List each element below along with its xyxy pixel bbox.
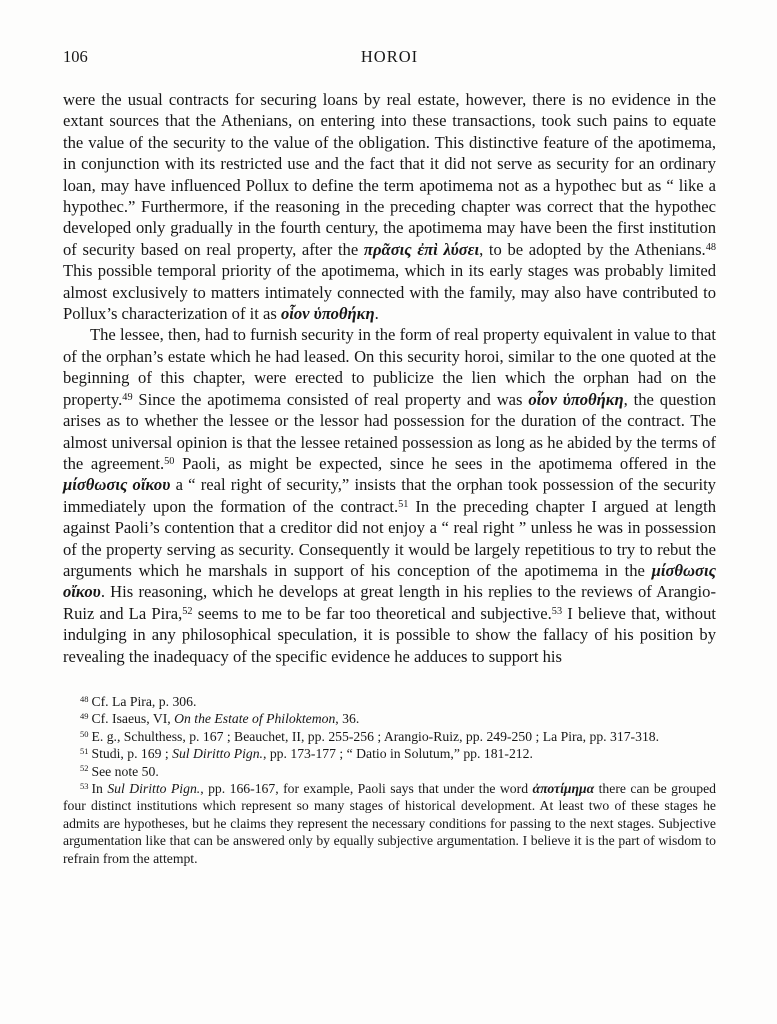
- text-segment: seems to me to be far too theoretical and subjective.: [192, 603, 552, 623]
- italic-title: Sul Diritto Pign.: [172, 746, 263, 762]
- text-segment: Cf. Isaeus, VI,: [91, 711, 175, 727]
- page-header: [63, 46, 716, 67]
- text-segment: , pp. 166-167, for example, Paoli says that under the word: [200, 781, 533, 796]
- body-paragraph: [63, 89, 716, 324]
- footnote-number: 48: [80, 693, 89, 704]
- footnote-ref: 49: [122, 391, 133, 403]
- italic-title: Sul Diritto Pign.: [107, 781, 201, 796]
- footnote-ref: 53: [551, 605, 563, 617]
- text-segment: I believe that, without indulging in any philosophical speculation, it is possible to show the fallacy of his position by revealing the inadequacy of the specific evidence he adduces to support his: [63, 603, 717, 666]
- text-segment: , to be adopted by the Athenians.: [479, 239, 706, 259]
- greek-phrase: μίσθωσις οἴκου: [63, 475, 171, 495]
- footnotes: [63, 693, 716, 867]
- text-segment: a “ real right of security,” insists that the orphan took possession of the security immediately upon the formation of the contract.: [63, 475, 716, 516]
- running-header-title: HOROI: [360, 47, 419, 66]
- greek-phrase: οἷον ὑποθήκη: [280, 304, 375, 324]
- text-segment: Paoli, as might be expected, since he sees in the apotimema offered in the: [174, 453, 716, 473]
- text-segment: Cf. La Pira, p. 306.: [91, 693, 197, 709]
- greek-phrase: ἀποτίμημα: [532, 781, 595, 796]
- greek-phrase: οἷον ὑποθήκη: [528, 389, 624, 409]
- text-segment: there can be grouped four distinct institutions which represent so many stages of historical development. At least two of these stages he admits are hypotheses, but he claims they represent the necessary conditions for passing to the next stages. Subjective argumentation like that can be answered only by equally subjective argumentation. I believe it is the part of wisdom to refrain from the attempt.: [63, 781, 717, 866]
- page-number: 106: [63, 47, 88, 66]
- body-paragraph: [63, 324, 716, 667]
- footnote-ref: 51: [398, 498, 409, 510]
- text-segment: Studi, p. 169 ;: [91, 746, 173, 762]
- text-segment: were the usual contracts for securing loans by real estate, however, there is no evidence in the extant sources that the Athenians, on entering into these transactions, took such pains to equate the value of the security to the value of the obligation. This distinctive feature of the apotimema, in conjunction with its restricted use and the fact that it did not serve as security for an ordinary loan, may have influenced Pollux to define the term apotimema not as a hypothec but as “ like a hypothec.” Furthermore, if the reasoning in the preceding chapter was correct that the hypothec developed only gradually in the fourth century, the apotimema may have been the first institution of security based on real property, after the: [63, 90, 716, 259]
- footnote-number: 51: [80, 745, 89, 756]
- footnote-ref: 50: [164, 455, 175, 467]
- greek-phrase: πρᾶσις ἐπὶ λύσει: [363, 239, 480, 259]
- footnote-number: 53: [80, 780, 89, 791]
- footnote-50: [63, 728, 716, 745]
- text-segment: See note 50.: [91, 763, 159, 779]
- footnote-48: [63, 693, 716, 710]
- greek-phrase: μίσθωσις οἴκου: [63, 560, 716, 602]
- footnote-51: [63, 745, 716, 762]
- text-segment: Since the apotimema consisted of real property and was: [132, 389, 529, 409]
- text-segment: In the preceding chapter I argued at length against Paoli’s contention that a creditor did not enjoy a “ real right ” unless he was in possession of the property serving as security. Consequently it would be largely repetitious to try to rebut the arguments which he marshals in support of his conception of the apotimema in the: [63, 496, 716, 580]
- text-segment: In: [91, 781, 108, 796]
- text-segment: , pp. 173-177 ; “ Datio in Solutum,” pp. 181-212.: [262, 746, 533, 762]
- footnote-ref: 52: [182, 605, 193, 617]
- text-segment: The lessee, then, had to furnish security in the form of real property equivalent in value to that of the orphan’s estate which he had leased. On this security horoi, similar to the one quoted at the beginning of this chapter, were erected to publicize the lien which the orphan had on the property.: [63, 325, 716, 409]
- text-segment: . His reasoning, which he develops at great length in his replies to the reviews of Arangio-Ruiz and La Pira,: [63, 582, 716, 623]
- text-segment: This possible temporal priority of the apotimema, which in its early stages was probably limited almost exclusively to matters intimately connected with the family, may also have contributed to Pollux’s characterization of it as: [63, 261, 716, 324]
- footnote-number: 49: [80, 711, 89, 722]
- footnote-number: 50: [80, 728, 89, 739]
- footnote-number: 52: [80, 763, 89, 774]
- footnote-ref: 48: [705, 241, 716, 253]
- footnote-53: [63, 780, 716, 867]
- text-segment: , 36.: [335, 711, 360, 727]
- footnote-52: [63, 763, 716, 780]
- footnote-49: [63, 710, 716, 727]
- text-segment: E. g., Schulthess, p. 167 ; Beauchet, II, pp. 255-256 ; Arangio-Ruiz, pp. 249-250 ; La Pira, pp. 317-318.: [91, 728, 660, 744]
- italic-title: On the Estate of Philoktemon: [174, 711, 336, 727]
- text-segment: .: [374, 304, 379, 324]
- text-segment: , the question arises as to whether the lessee or the lessor had possession for the duration of the contract. The almost universal opinion is that the lessee retained possession as long as he abided by the terms of the agreement.: [63, 389, 717, 473]
- body-text: [63, 89, 716, 667]
